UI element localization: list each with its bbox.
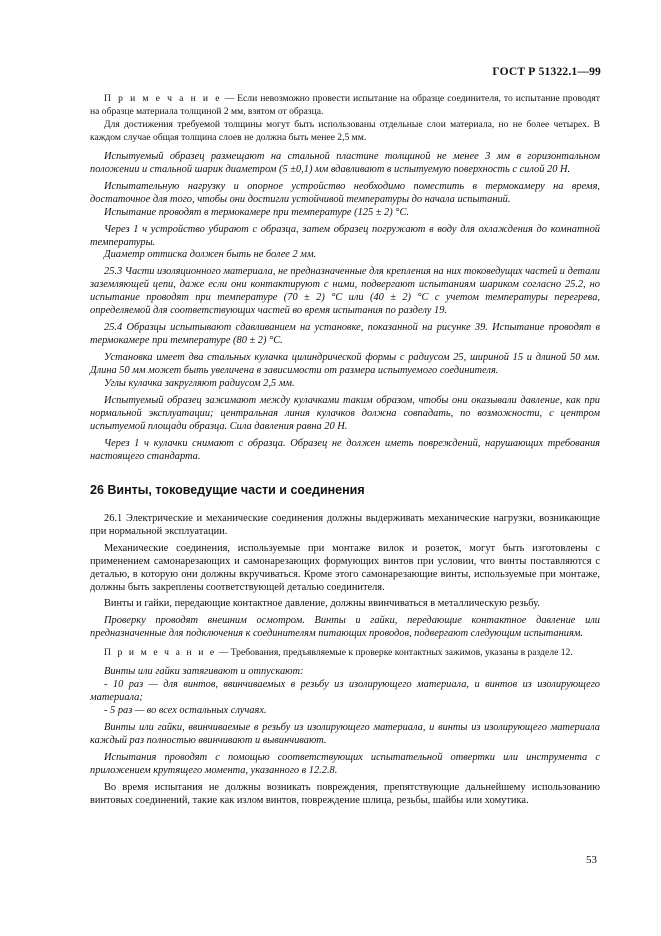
note-paragraph-continuation: Для достижения требуемой толщины могут быть использованы отдельные слои материала, но не более четырех. В каждом случае общая толщина слоев не должна быть менее 2,5 мм. [90,118,600,143]
paragraph: Механические соединения, используемые при монтаже вилок и розеток, могут быть изготовлены с применением самонарезающих и самонарезающих формующих винтов при условии, что винты поставляются с деталью, в которую они должны вкручиваться. Кроме этого самонарезающие винты, используемые при монтаже, должны быть закреплены соответствующей деталью соединителя. [90,542,600,593]
paragraph: Испытуемый образец размещают на стальной пластине толщиной не менее 3 мм в горизонтальном положении и стальной шарик диаметром (5 ±0,1) мм вдавливают в испытуемую поверхность с силой 20 Н. [90,150,600,175]
page-number: 53 [586,854,597,866]
paragraph: Испытание проводят в термокамере при температуре (125 ± 2) °С. [104,206,409,218]
section-26-heading: 26 Винты, токоведущие части и соединения [90,482,365,497]
paragraph: Проверку проводят внешним осмотром. Винты и гайки, передающие контактное давление или предназначенные для подключения к соединителям питающих проводов, подвергают следующим испытаниям. [90,615,600,640]
paragraph: Установка имеет два стальных кулачка цилиндрической формы с радиусом 25, шириной 15 и длиной 50 мм. Длина 50 мм может быть увеличена в зависимости от размера испытуемого соединителя. [90,352,600,377]
note-paragraph [90,647,600,660]
paragraph: Винты и гайки, передающие контактное давление, должны ввинчиваться в металлическую резьбу. [104,598,540,610]
list-item: - 5 раз — во всех остальных случаях. [104,705,267,717]
page-content [90,93,600,808]
paragraph: Во время испытания не должны возникать повреждения, препятствующие дальнейшему использованию винтовых соединений, такие как излом винтов, повреждение шлица, резьбы, шайбы или хомутика. [90,781,600,806]
paragraph: Диаметр оттиска должен быть не более 2 мм. [104,249,317,261]
note-text: — Требования, предъявляемые к проверке контактных зажимов, указаны в разделе 12. [216,647,573,659]
paragraph: Испытания проводят с помощью соответствующих испытательной отвертки или инструмента с приложением крутящего момента, указанного в 12.2.8. [90,751,600,776]
clause-26-1: 26.1 Электрические и механические соединения должны выдерживать механические нагрузки, возникающие при нормальной эксплуатации. [90,512,600,537]
list-item: - 10 раз — для винтов, ввинчиваемых в резьбу из изолирующего материала, и винтов из изолирующего материала; [90,679,600,704]
paragraph: Через 1 ч устройство убирают с образца, затем образец погружают в воду для охлаждения до комнатной температуры. [90,223,600,248]
paragraph: Углы кулачка закругляют радиусом 2,5 мм. [104,378,295,390]
paragraph: Испытуемый образец зажимают между кулачками таким образом, чтобы они оказывали давление, как при нормальной эксплуатации; центральная линия кулачков должна совпадать, по возможности, с центром испытуемой площади образца. Сила давления равна 20 Н. [90,395,600,432]
standard-code-header: ГОСТ Р 51322.1—99 [492,66,601,78]
clause-25-3: 25.3 Части изоляционного материала, не предназначенные для крепления на них токоведущих частей и детали заземляющей цепи, даже если они контактируют с ними, подвергают испытаниям шариком согласно 25.2, но испытание проводят при температуре (70 ± 2) °С или (40 ± 2) °С с учетом температуры перегрева, определяемой для соответствующих частей во время испытания по разделу 19. [90,266,600,317]
paragraph: Через 1 ч кулачки снимают с образца. Образец не должен иметь повреждений, нарушающих требования настоящего стандарта. [90,437,600,462]
note-paragraph [90,93,600,119]
note-text: — Если невозможно провести испытание на образце соединителя, то испытание проводят на образце материала толщиной 2 мм, взятом от образца. [90,93,601,117]
paragraph: Винты или гайки затягивают и отпускают: [104,666,304,678]
note-label: П р и м е ч а н и е [104,647,217,659]
paragraph: Винты или гайки, ввинчиваемые в резьбу из изолирующего материала, и винты из изолирующего материала каждый раз полностью ввинчивают и вывинчивают. [90,722,600,747]
note-label: П р и м е ч а н и е [104,93,222,104]
clause-25-4: 25.4 Образцы испытывают сдавливанием на установке, показанной на рисунке 39. Испытание проводят в термокамере при температуре (80 ± 2) °С. [90,322,600,347]
paragraph: Испытательную нагрузку и опорное устройство необходимо поместить в термокамеру на время, достаточное для того, чтобы они достигли устойчивой температуры до начала испытаний. [90,180,600,205]
